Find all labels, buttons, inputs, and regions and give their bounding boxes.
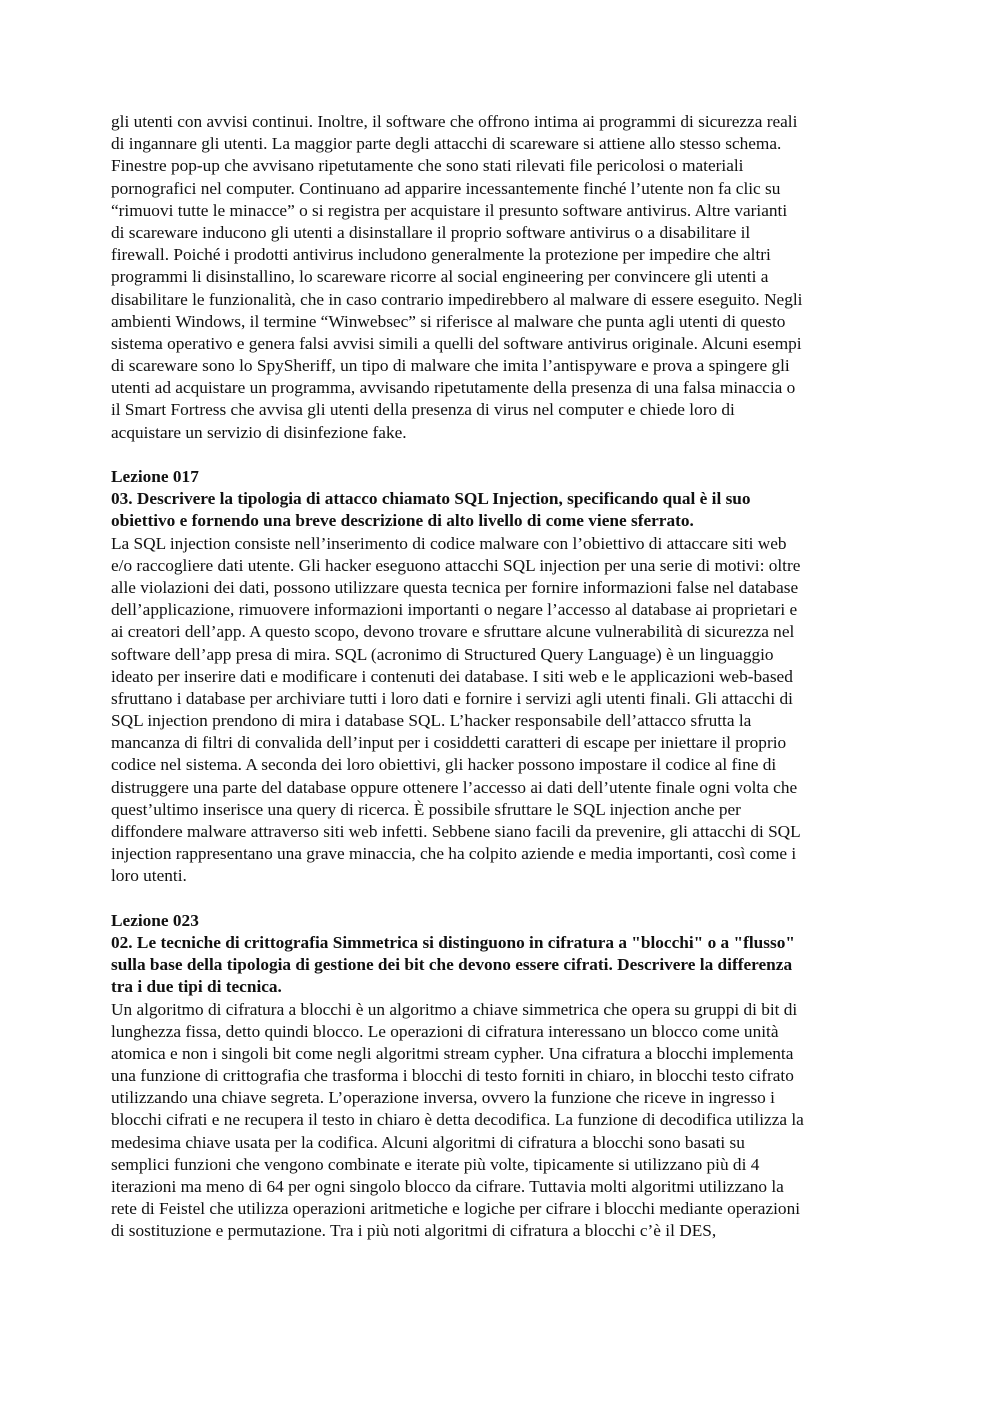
answer-line: rete di Feistel che utilizza operazioni aritmetiche e logiche per cifrare i blocchi mediante operazioni bbox=[111, 1199, 801, 1219]
answer-line: mancanza di filtri di convalida dell’input per i cosiddetti caratteri di escape per iniettare il proprio bbox=[111, 733, 787, 753]
question-line: sulla base della tipologia di gestione dei bit che devono essere cifrati. Descrivere la differenza bbox=[111, 955, 793, 975]
text-line: acquistare un servizio di disinfezione fake. bbox=[111, 422, 407, 442]
text-line: programmi li disinstallino, lo scareware ricorre al social engineering per convincere gli utenti a bbox=[111, 267, 769, 287]
paragraph-spacer bbox=[111, 444, 887, 466]
question-line: tra i due tipi di tecnica. bbox=[111, 977, 282, 997]
answer-line: injection rappresentano una grave minaccia, che ha colpito aziende e media importanti, così come i bbox=[111, 844, 797, 864]
answer-line: lunghezza fissa, detto quindi blocco. Le operazioni di cifratura interessano un blocco come unità bbox=[111, 1021, 779, 1041]
answer-line: di sostituzione e permutazione. Tra i più noti algoritmi di cifratura a blocchi c’è il DES, bbox=[111, 1221, 717, 1241]
answer-line: semplici funzioni che vengono combinate e iterate più volte, tipicamente si utilizzano più di 4 bbox=[111, 1154, 760, 1174]
answer-line: una funzione di crittografia che trasforma i blocchi di testo forniti in chiaro, in blocchi testo cifrato bbox=[111, 1066, 794, 1086]
answer-line: Un algoritmo di cifratura a blocchi è un algoritmo a chiave simmetrica che opera su gruppi di bit di bbox=[111, 999, 798, 1019]
text-line: il Smart Fortress che avvisa gli utenti della presenza di virus nel computer e chiede loro di bbox=[111, 400, 735, 420]
text-line: di ingannare gli utenti. La maggior parte degli attacchi di scareware si attiene allo stesso schema. bbox=[111, 134, 782, 154]
answer-line: ai creatori dell’app. A questo scopo, devono trovare e sfruttare alcune vulnerabilità di sicurezza nel bbox=[111, 622, 795, 642]
answer-line: ideato per inserire dati e modificare i contenuti dei database. I siti web e le applicazioni web-based bbox=[111, 666, 793, 686]
text-line: disabilitare le funzionalità, che in caso contrario impedirebbero al malware di essere eseguito. Negli bbox=[111, 289, 803, 309]
section-lezione-023 bbox=[111, 910, 887, 1243]
answer-line: blocchi cifrati e ne recupera il testo in chiaro è detta decodifica. La funzione di decodifica utilizza la bbox=[111, 1110, 804, 1130]
intro-paragraph bbox=[111, 111, 887, 444]
question-line: 03. Descrivere la tipologia di attacco chiamato SQL Injection, specificando qual è il suo bbox=[111, 489, 751, 509]
text-line: gli utenti con avvisi continui. Inoltre, il software che offrono intima ai programmi di sicurezza reali bbox=[111, 112, 798, 131]
text-line: “rimuovi tutte le minacce” o si registra per acquistare il presunto software antivirus. Altre varianti bbox=[111, 200, 788, 220]
answer-line: La SQL injection consiste nell’inserimento di codice malware con l’obiettivo di attaccare siti web bbox=[111, 533, 787, 553]
answer-line: codice nel sistema. A seconda dei loro obiettivi, gli hacker possono impostare il codice al fine di bbox=[111, 755, 777, 775]
text-line: di scareware inducono gli utenti a disinstallare il proprio software antivirus o a disabilitare il bbox=[111, 222, 751, 242]
text-line: di scareware sono lo SpySheriff, un tipo di malware che imita l’antispyware e prova a spingere gli bbox=[111, 356, 790, 376]
answer-line: loro utenti. bbox=[111, 866, 187, 886]
text-line: sistema operativo e genera falsi avvisi simili a quelli del software antivirus originale. Alcuni esempi bbox=[111, 333, 802, 353]
lesson-heading: Lezione 023 bbox=[111, 910, 199, 930]
text-line: firewall. Poiché i prodotti antivirus includono generalmente la protezione per impedire che altri bbox=[111, 245, 771, 265]
answer-line: quest’ultimo inserisce una query di ricerca. È possibile sfruttare le SQL injection anche per bbox=[111, 799, 741, 819]
text-line: ambienti Windows, il termine “Winwebsec” si riferisce al malware che punta agli utenti di questo bbox=[111, 311, 786, 331]
answer-line: distruggere una parte del database oppure ottenere l’accesso ai dati dell’utente finale ogni volta che bbox=[111, 777, 798, 797]
answer-line: software dell’app presa di mira. SQL (acronimo di Structured Query Language) è un linguaggio bbox=[111, 644, 774, 664]
answer-line: sfruttano i database per archiviare tutti i loro dati e fornire i servizi agli utenti finali. Gli attacchi di bbox=[111, 688, 793, 708]
answer-line: dell’applicazione, rimuovere informazioni importanti o negare l’accesso al database ai proprietari e bbox=[111, 600, 798, 620]
answer-line: iterazioni ma meno di 64 per ogni singolo blocco da cifrare. Tuttavia molti algoritmi utilizzano la bbox=[111, 1177, 784, 1196]
question-line: 02. Le tecniche di crittografia Simmetrica si distinguono in cifratura a "blocchi" o a "flusso" bbox=[111, 932, 795, 952]
paragraph-spacer bbox=[111, 888, 887, 910]
text-line: pornografici nel computer. Continuano ad apparire incessantemente finché l’utente non fa clic su bbox=[111, 178, 781, 198]
answer-line: medesima chiave usata per la codifica. Alcuni algoritmi di cifratura a blocchi sono basati su bbox=[111, 1132, 745, 1152]
answer-line: alle violazioni dei dati, possono utilizzare questa tecnica per fornire informazioni false nel database bbox=[111, 577, 799, 597]
question-line: obiettivo e fornendo una breve descrizione di alto livello di come viene sferrato. bbox=[111, 511, 694, 531]
section-lezione-017 bbox=[111, 466, 887, 888]
answer-line: e/o raccogliere dati utente. Gli hacker eseguono attacchi SQL injection per una serie di motivi: oltre bbox=[111, 555, 801, 575]
answer-line: atomica e non i singoli bit come negli algoritmi stream cypher. Una cifratura a blocchi implementa bbox=[111, 1043, 794, 1063]
answer-line: utilizzando una chiave segreta. L’operazione inversa, ovvero la funzione che riceve in ingresso i bbox=[111, 1088, 775, 1108]
lesson-heading: Lezione 017 bbox=[111, 467, 199, 486]
answer-line: diffondere malware attraverso siti web infetti. Sebbene siano facili da prevenire, gli attacchi di SQL bbox=[111, 822, 801, 841]
answer-line: SQL injection prendono di mira i database SQL. L’hacker responsabile dell’attacco sfrutta la bbox=[111, 711, 752, 731]
document-page bbox=[111, 111, 887, 1243]
text-line: Finestre pop-up che avvisano ripetutamente che sono stati rilevati file pericolosi o materiali bbox=[111, 156, 744, 176]
text-line: utenti ad acquistare un programma, avvisando ripetutamente della presenza di una falsa minaccia o bbox=[111, 378, 796, 398]
